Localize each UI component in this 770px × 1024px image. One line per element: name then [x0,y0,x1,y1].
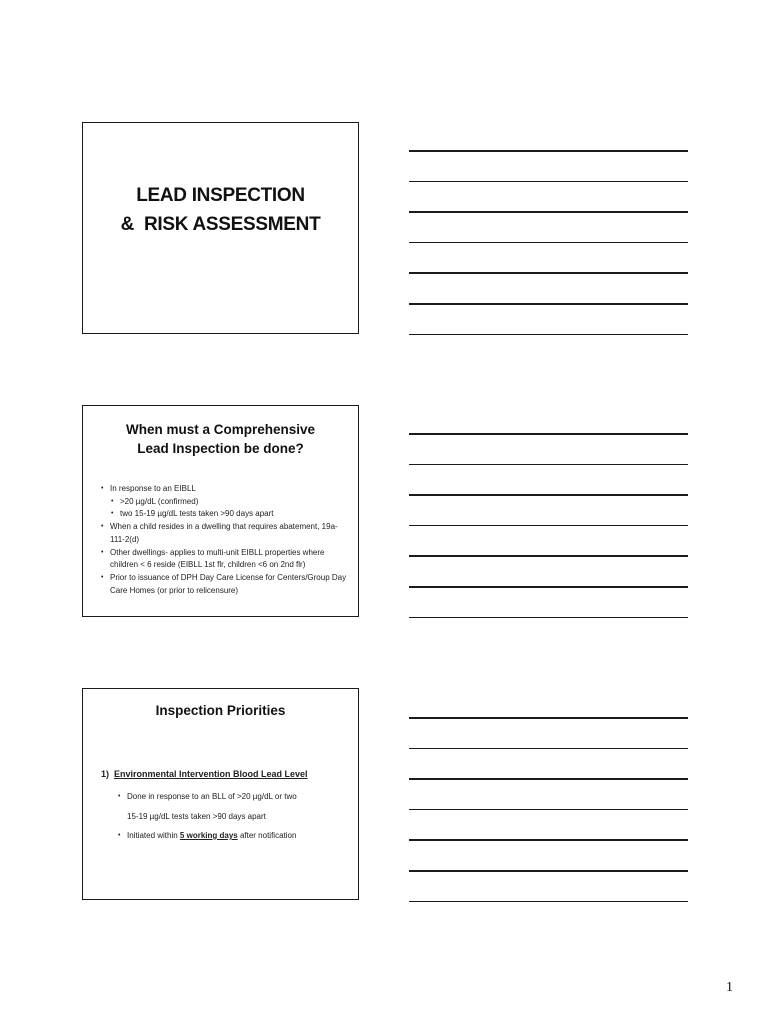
note-line [409,555,688,557]
slide-2-title-line-2: Lead Inspection be done? [137,441,304,456]
bullet-item: • Prior to issuance of DPH Day Care License for Centers/Group Day Care Homes (or prior to relicensure) [101,572,348,597]
note-line [409,617,688,619]
slide-3-title: Inspection Priorities [155,703,286,718]
slide-2-bullet-list [101,483,348,597]
slide-2 [82,405,359,617]
priority-detail-line-3 [101,826,348,846]
note-line [409,464,688,466]
slide-1-title-line-2: & RISK ASSESSMENT [120,214,321,235]
note-line [409,211,688,213]
priority-title: Environmental Intervention Blood Lead Level [114,769,308,779]
slide-3-body [101,769,348,846]
note-line [409,181,688,183]
note-line [409,525,688,527]
slide-3 [82,688,359,900]
priority-heading [101,769,348,779]
sub-bullet-item: • >20 µg/dL (confirmed) [111,496,348,509]
slide-2-title [83,420,358,458]
note-line [409,586,688,588]
note-line [409,303,688,305]
priority-detail-line-1: • Done in response to an BLL of >20 µg/dL or two [101,787,348,807]
note-line [409,809,688,811]
bullet-item: • Other dwellings- applies to multi-unit EIBLL properties where children < 6 reside (EIBLL 1st flr, children <6 on 2nd flr) [101,547,348,572]
line3-suffix: after notification [237,831,297,840]
priority-detail-line-2: 15-19 µg/dL tests taken >90 days apart [127,811,266,821]
bullet-item: • In response to an EIBLL [101,483,348,496]
page-number: 1 [726,980,733,995]
line3-emphasis: 5 working days [179,831,238,840]
note-line [409,494,688,496]
priority-number: 1) [101,769,110,779]
line3-prefix: Initiated within [127,831,180,840]
note-line [409,717,688,719]
slide-1 [82,122,359,334]
sub-bullet-item: • two 15-19 µg/dL tests taken >90 days apart [111,508,348,521]
note-line [409,334,688,336]
note-line [409,150,688,152]
note-line [409,242,688,244]
note-line [409,778,688,780]
note-line [409,272,688,274]
slide-2-title-line-1: When must a Comprehensive [125,422,316,437]
slide-1-title [83,181,358,239]
note-line [409,901,688,903]
note-line [409,870,688,872]
slide-1-title-line-1: LEAD INSPECTION [136,185,305,206]
note-line [409,748,688,750]
note-line [409,433,688,435]
bullet-item: • When a child resides in a dwelling that requires abatement, 19a-111-2(d) [101,521,348,546]
note-line [409,839,688,841]
